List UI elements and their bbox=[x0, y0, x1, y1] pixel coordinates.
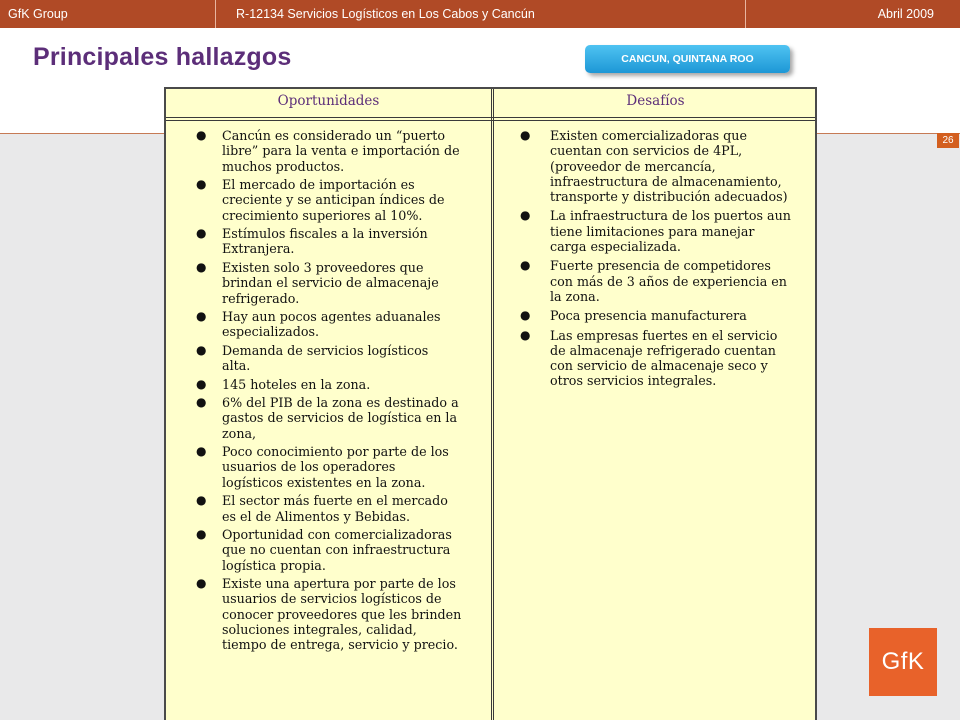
list-item-line: conocer proveedores que les brinden bbox=[222, 606, 462, 622]
list-item-line: cuentan con servicios de 4PL, bbox=[550, 143, 743, 159]
list-item bbox=[178, 377, 484, 392]
column-divider bbox=[493, 89, 494, 720]
header-separator bbox=[745, 0, 746, 28]
list-item-line: Las empresas fuertes en el servicio bbox=[550, 327, 778, 343]
list-item-line: Existe una apertura por parte de los bbox=[222, 576, 456, 592]
list-item-line: la zona. bbox=[550, 288, 600, 304]
header-rule bbox=[166, 117, 815, 121]
column-header-oportunidades: Oportunidades bbox=[277, 93, 380, 109]
list-item bbox=[178, 177, 484, 223]
list-item-line: 6% del PIB de la zona es destinado a bbox=[222, 395, 459, 411]
list-item-line: brindan el servicio de almacenaje bbox=[222, 275, 439, 291]
list-item-line: Demanda de servicios logísticos bbox=[222, 342, 429, 358]
list-item bbox=[178, 493, 484, 524]
header-bar bbox=[0, 0, 960, 28]
findings-table bbox=[164, 87, 817, 720]
list-item-line: El mercado de importación es bbox=[222, 177, 415, 193]
list-item-line: El sector más fuerte en el mercado bbox=[222, 493, 448, 509]
list-item bbox=[178, 444, 484, 490]
list-item-line: que no cuentan con infraestructura bbox=[222, 542, 451, 558]
list-item-line: carga especializada. bbox=[550, 239, 681, 255]
header-company: GfK Group bbox=[8, 7, 68, 21]
gfk-logo: GfK bbox=[869, 628, 937, 696]
list-item bbox=[512, 328, 808, 389]
bullet-icon: ● bbox=[520, 128, 531, 142]
list-item-line: 145 hoteles en la zona. bbox=[222, 376, 371, 392]
list-item-line: libre” para la venta e importación de bbox=[222, 143, 460, 159]
page-number: 26 bbox=[937, 133, 959, 148]
bullet-icon: ● bbox=[520, 327, 531, 342]
list-item bbox=[178, 128, 484, 174]
list-item-line: crecimiento superiores al 10%. bbox=[222, 207, 423, 223]
bullet-icon: ● bbox=[196, 259, 207, 274]
oportunidades-list bbox=[178, 128, 484, 656]
list-item bbox=[178, 576, 484, 652]
bullet-icon: ● bbox=[196, 226, 207, 241]
list-item-line: usuarios de servicios logísticos de bbox=[222, 591, 442, 607]
list-item bbox=[178, 309, 484, 340]
list-item-line: Oportunidad con comercializadoras bbox=[222, 527, 452, 542]
list-item-line: Poca presencia manufacturera bbox=[550, 308, 747, 324]
list-item-line: Extranjera. bbox=[222, 241, 295, 257]
list-item-line: es el de Alimentos y Bebidas. bbox=[222, 508, 411, 524]
list-item bbox=[512, 258, 808, 304]
column-header-desafios: Desafíos bbox=[626, 93, 685, 109]
bullet-icon: ● bbox=[196, 395, 207, 410]
list-item-line: Fuerte presencia de competidores bbox=[550, 258, 771, 274]
bullet-icon: ● bbox=[196, 527, 207, 541]
list-item-line: Hay aun pocos agentes aduanales bbox=[222, 309, 441, 325]
list-item-line: Cancún es considerado un “puerto bbox=[222, 128, 445, 143]
list-item-line: otros servicios integrales. bbox=[550, 373, 717, 389]
list-item-line: con servicio de almacenaje seco y bbox=[550, 358, 768, 374]
list-item-line: creciente y se anticipan índices de bbox=[222, 192, 445, 208]
list-item-line: tiene limitaciones para manejar bbox=[550, 223, 755, 239]
bullet-icon: ● bbox=[520, 208, 531, 223]
list-item bbox=[178, 343, 484, 374]
bullet-icon: ● bbox=[520, 308, 531, 323]
list-item bbox=[178, 260, 484, 306]
header-separator bbox=[215, 0, 216, 28]
list-item-line: La infraestructura de los puertos aun bbox=[550, 208, 791, 224]
list-item-line: muchos productos. bbox=[222, 158, 345, 174]
desafios-list bbox=[512, 128, 808, 393]
list-item-line: logísticos existentes en la zona. bbox=[222, 474, 426, 490]
list-item bbox=[512, 308, 808, 323]
bullet-icon: ● bbox=[520, 258, 531, 273]
bullet-icon: ● bbox=[196, 576, 207, 591]
list-item-line: refrigerado. bbox=[222, 290, 300, 306]
list-item-line: especializados. bbox=[222, 324, 320, 340]
list-item-line: transporte y distribución adecuados) bbox=[550, 189, 788, 205]
bullet-icon: ● bbox=[196, 309, 207, 324]
header-date: Abril 2009 bbox=[877, 7, 934, 21]
bullet-icon: ● bbox=[196, 128, 207, 142]
location-badge: CANCUN, QUINTANA ROO bbox=[585, 45, 790, 73]
list-item bbox=[178, 527, 484, 573]
list-item bbox=[512, 208, 808, 254]
list-item-line: zona, bbox=[222, 425, 257, 441]
bullet-icon: ● bbox=[196, 376, 207, 391]
list-item-line: Existen comercializadoras que bbox=[550, 128, 747, 143]
list-item-line: de almacenaje refrigerado cuentan bbox=[550, 342, 776, 358]
list-item bbox=[178, 395, 484, 441]
list-item bbox=[178, 226, 484, 257]
list-item-line: Poco conocimiento por parte de los bbox=[222, 444, 449, 460]
bullet-icon: ● bbox=[196, 444, 207, 459]
bullet-icon: ● bbox=[196, 342, 207, 357]
list-item-line: usuarios de los operadores bbox=[222, 459, 396, 475]
list-item-line: soluciones integrales, calidad, bbox=[222, 621, 417, 637]
header-project: R-12134 Servicios Logísticos en Los Cabos y Cancún bbox=[236, 7, 535, 21]
list-item-line: Existen solo 3 proveedores que bbox=[222, 259, 424, 275]
page-title: Principales hallazgos bbox=[33, 43, 292, 71]
list-item-line: alta. bbox=[222, 358, 251, 374]
list-item bbox=[512, 128, 808, 204]
bullet-icon: ● bbox=[196, 177, 207, 192]
list-item-line: logística propia. bbox=[222, 557, 326, 573]
column-divider bbox=[491, 89, 492, 720]
list-item-line: infraestructura de almacenamiento, bbox=[550, 173, 782, 189]
list-item-line: con más de 3 años de experiencia en bbox=[550, 273, 787, 289]
bullet-icon: ● bbox=[196, 493, 207, 508]
list-item-line: gastos de servicios de logística en la bbox=[222, 410, 458, 426]
list-item-line: Estímulos fiscales a la inversión bbox=[222, 226, 428, 242]
list-item-line: (proveedor de mercancía, bbox=[550, 158, 716, 174]
list-item-line: tiempo de entrega, servicio y precio. bbox=[222, 637, 458, 653]
